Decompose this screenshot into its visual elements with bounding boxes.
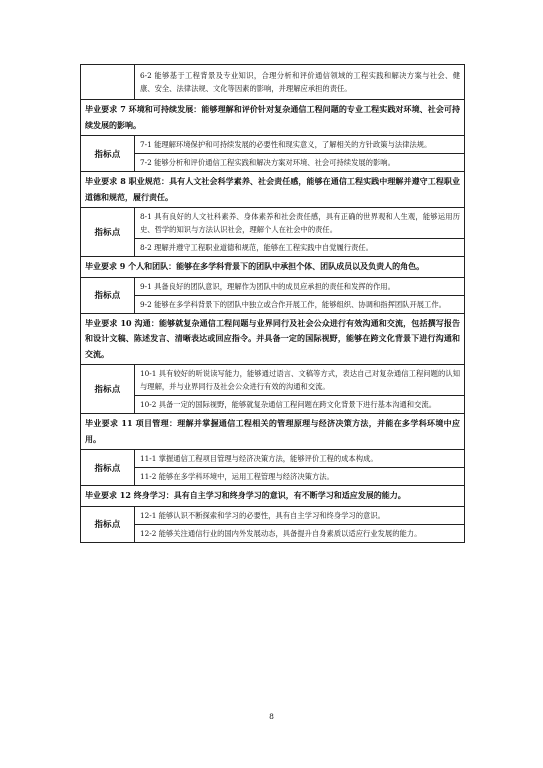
indicator-7-2: 7-2 能够分析和评价通信工程实践和解决方案对环境、社会可持续发展的影响。 — [135, 154, 465, 172]
requirement-9-lead: 毕业要求 9 个人和团队： — [85, 261, 177, 271]
table-row — [81, 524, 465, 542]
indicator-label-cell — [81, 65, 135, 100]
requirement-11-lead: 毕业要求 11 项目管理： — [85, 418, 178, 428]
requirement-9-heading — [81, 257, 465, 278]
indicator-label: 指标点 — [81, 208, 135, 257]
indicator-11-2: 11-2 能够在多学科环境中，运用工程管理与经济决策方法。 — [135, 468, 465, 486]
requirement-7-body: 能够理解和评价针对复杂通信工程问题的专业工程实践对环境、社会可持续发展的影响。 — [85, 104, 461, 130]
requirement-10-body: 能够就复杂通信工程问题与业界同行及社会公众进行有效沟通和交流，包括撰写报告和设计文稿、陈述发言、清晰表达或回应指令。并具备一定的国际视野，能够在跨文化背景下进行沟通和交流。 — [85, 317, 461, 359]
requirement-10-heading — [81, 313, 465, 365]
graduation-requirements-table — [80, 64, 465, 543]
table-row — [81, 257, 465, 278]
table-row — [81, 154, 465, 172]
table-row — [81, 136, 465, 154]
table-row — [81, 414, 465, 450]
page-number: 8 — [269, 712, 274, 721]
requirement-8-heading — [81, 172, 465, 208]
indicator-6-2: 6-2 能够基于工程背景及专业知识，合理分析和评价通信领域的工程实践和解决方案与社会、健康、安全、法律法规、文化等因素的影响，并理解应承担的责任。 — [135, 65, 465, 100]
indicator-11-1: 11-1 掌握通信工程项目管理与经济决策方法，能够评价工程的成本构成。 — [135, 450, 465, 468]
requirement-10-lead: 毕业要求 10 沟通： — [85, 317, 159, 328]
requirement-8-body: 具有人文社会科学素养、社会责任感，能够在通信工程实践中理解并遵守工程职业道德和规范，履行责任。 — [85, 176, 460, 202]
table-row — [81, 365, 465, 396]
indicator-label: 指标点 — [81, 277, 135, 313]
requirement-12-body: 具有自主学习和终身学习的意识，有不断学习和适应发展的能力。 — [173, 490, 406, 500]
requirement-12-heading — [81, 486, 465, 507]
indicator-10-1: 10-1 具有较好的听说读写能力，能够通过语言、文稿等方式，表达自己对复杂通信工程问题的认知与理解，并与业界同行及社会公众进行有效的沟通和交流。 — [135, 365, 465, 396]
indicator-7-1: 7-1 能理解环境保护和可持续发展的必要性和现实意义，了解相关的方针政策与法律法规。 — [135, 136, 465, 154]
table-row — [81, 506, 465, 524]
table-row — [81, 295, 465, 313]
indicator-8-2: 8-2 理解并遵守工程职业道德和规范，能够在工程实践中自觉履行责任。 — [135, 239, 465, 257]
requirement-11-heading — [81, 414, 465, 450]
indicator-12-2: 12-2 能够关注通信行业的国内外发展动态，具备提升自身素质以适应行业发展的能力。 — [135, 524, 465, 542]
indicator-label: 指标点 — [81, 365, 135, 414]
table-row — [81, 486, 465, 507]
requirement-12-lead: 毕业要求 12 终身学习： — [85, 490, 174, 500]
indicator-label: 指标点 — [81, 506, 135, 542]
requirement-7-lead: 毕业要求 7 环境和可持续发展： — [85, 104, 202, 114]
indicator-label: 指标点 — [81, 450, 135, 486]
requirement-7-heading — [81, 100, 465, 136]
requirement-9-body: 能够在多学科背景下的团队中承担个体、团队成员以及负责人的角色。 — [176, 261, 425, 271]
indicator-9-2: 9-2 能够在多学科背景下的团队中独立或合作开展工作，能够组织、协调和指挥团队开展工作。 — [135, 295, 465, 313]
indicator-8-1: 8-1 具有良好的人文社科素养、身体素养和社会责任感，具有正确的世界观和人生观，能够运用历史、哲学的知识与方法认识社会，理解个人在社会中的责任。 — [135, 208, 465, 239]
table-row — [81, 239, 465, 257]
table-row — [81, 65, 465, 100]
table-row — [81, 100, 465, 136]
requirement-8-lead: 毕业要求 8 职业规范： — [85, 176, 170, 186]
indicator-label: 指标点 — [81, 136, 135, 172]
table-row — [81, 172, 465, 208]
table-row — [81, 208, 465, 239]
indicator-10-2: 10-2 具备一定的国际视野，能够就复杂通信工程问题在跨文化背景下进行基本沟通和交流。 — [135, 396, 465, 414]
indicator-9-1: 9-1 具备良好的团队意识，理解作为团队中的成员应承担的责任和发挥的作用。 — [135, 277, 465, 295]
table-row — [81, 396, 465, 414]
table-row — [81, 277, 465, 295]
indicator-12-1: 12-1 能够认识不断探索和学习的必要性，具有自主学习和终身学习的意识。 — [135, 506, 465, 524]
table-row — [81, 450, 465, 468]
table-row — [81, 468, 465, 486]
table-row — [81, 313, 465, 365]
requirement-11-body: 理解并掌握通信工程相关的管理原理与经济决策方法，并能在多学科环境中应用。 — [85, 418, 461, 444]
